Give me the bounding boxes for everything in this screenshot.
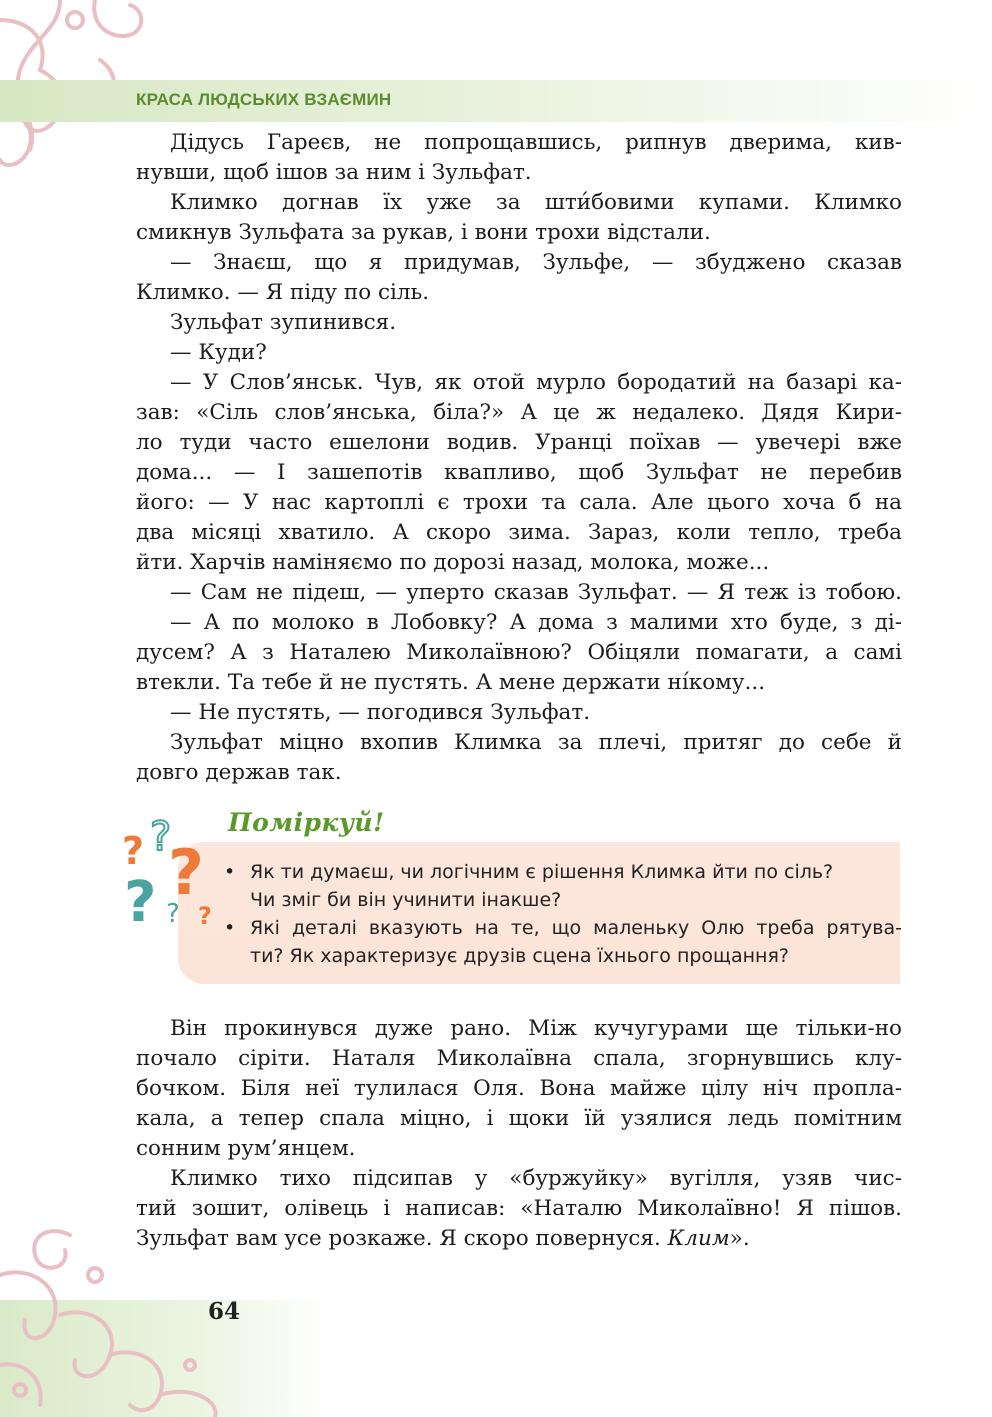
svg-text:?: ? bbox=[166, 899, 180, 929]
text-line: йти. Харчів наміняємо по дорозі назад, молока, може... bbox=[136, 550, 770, 575]
section-title: КРАСА ЛЮДСЬКИХ ВЗАЄМИН bbox=[136, 90, 392, 109]
text-line: його: — У нас картоплі є трохи та сала. Але цього хоча б на bbox=[136, 490, 902, 515]
callout-title: Поміркуй! bbox=[228, 808, 385, 837]
text-line: довго держав так. bbox=[136, 760, 342, 785]
bullet-line: Як ти думаєш, чи логічним є рішення Климка йти по сіль? bbox=[250, 861, 834, 883]
text-line: тий зошит, олівець і написав: «Наталю Миколаївно! Я пішов. bbox=[136, 1196, 902, 1221]
text-line: втекли. Та тебе й не пустять. А мене держати ні́кому... bbox=[136, 670, 766, 695]
callout-bullet-item bbox=[222, 914, 902, 970]
text-line: Зульфат міцно вхопив Климка за плечі, притяг до себе й bbox=[170, 730, 902, 755]
main-text-bottom bbox=[136, 1014, 902, 1224]
text-line: смикнув Зульфата за рукав, і вони трохи відстали. bbox=[136, 220, 711, 245]
text-line: ло туди часто ешелони водив. Уранці поїхав — увечері вже bbox=[136, 430, 902, 455]
text-line: Зульфат вам усе розкаже. Я скоро повернуся. Клим». bbox=[136, 1226, 750, 1251]
text-line: дома... — І зашепотів квапливо, щоб Зульфат не перебив bbox=[136, 460, 902, 485]
text-line: сонним рум’янцем. bbox=[136, 1136, 356, 1161]
text-line: Зульфат зупинився. bbox=[170, 310, 397, 335]
bullet-dot-icon: • bbox=[224, 861, 236, 883]
text-line: зав: «Сіль слов’янська, біла?» А це ж недалеко. Дядя Кири- bbox=[136, 400, 902, 425]
text-line: почало сіріти. Наталя Миколаївна спала, згорнувшись клу- bbox=[136, 1046, 902, 1071]
text-line: — Знаєш, що я придумав, Зульфе, — збуджено сказав bbox=[170, 250, 902, 275]
svg-text:?: ? bbox=[124, 870, 157, 935]
main-text-top bbox=[136, 128, 902, 788]
text-line: — У Слов’янськ. Чув, як отой мурло бородатий на базарі ка- bbox=[170, 370, 902, 395]
text-line: Дідусь Гареєв, не попрощавшись, рипнув дверима, кив- bbox=[170, 130, 902, 155]
page-number: 64 bbox=[208, 1298, 241, 1325]
text-line: — А по молоко в Лобовку? А дома з малими хто буде, з ді- bbox=[170, 610, 902, 635]
svg-text:?: ? bbox=[122, 829, 145, 873]
svg-text:?: ? bbox=[168, 836, 204, 909]
svg-text:?: ? bbox=[198, 902, 212, 930]
text-line: бочком. Біля неї тулилася Оля. Вона майже цілу ніч пропла- bbox=[136, 1076, 902, 1101]
bullet-line: ти? Як характеризує друзів сцена їхнього прощання? bbox=[250, 945, 789, 967]
text-line: Климко. — Я піду по сіль. bbox=[136, 280, 430, 305]
text-line: нувши, щоб ішов за ним і Зульфат. bbox=[136, 160, 532, 185]
text-line: Климко тихо підсипав у «буржуйку» вугілля, узяв чис- bbox=[170, 1166, 902, 1191]
question-marks-icon bbox=[120, 806, 230, 936]
text-line: дусем? А з Наталею Миколаївною? Обіцяли помагати, а самі bbox=[136, 640, 902, 665]
signature-name: Клим bbox=[667, 1226, 730, 1251]
svg-text:?: ? bbox=[150, 814, 172, 860]
bullet-line: Чи зміг би він учинити інакше? bbox=[250, 889, 562, 911]
text-line: — Куди? bbox=[170, 340, 267, 365]
callout-bullet-item bbox=[222, 858, 902, 914]
text-line: два місяці хватило. А скоро зима. Зараз, коли тепло, треба bbox=[136, 520, 902, 545]
text-line: кала, а тепер спала міцно, і щоки їй узялися ледь помітним bbox=[136, 1106, 902, 1131]
bullet-line: Які деталі вказують на те, що маленьку Олю треба рятува- bbox=[250, 917, 902, 939]
text-line: Климко догнав їх уже за шти́бовими купами. Климко bbox=[170, 190, 902, 215]
text-line: — Не пустять, — погодився Зульфат. bbox=[170, 700, 591, 725]
callout-bullet-list bbox=[222, 858, 902, 970]
bullet-dot-icon: • bbox=[224, 917, 236, 939]
text-line: Він прокинувся дуже рано. Між кучугурами ще тільки-но bbox=[170, 1016, 902, 1041]
text-line: — Сам не підеш, — уперто сказав Зульфат. — Я теж із тобою. bbox=[170, 580, 902, 605]
